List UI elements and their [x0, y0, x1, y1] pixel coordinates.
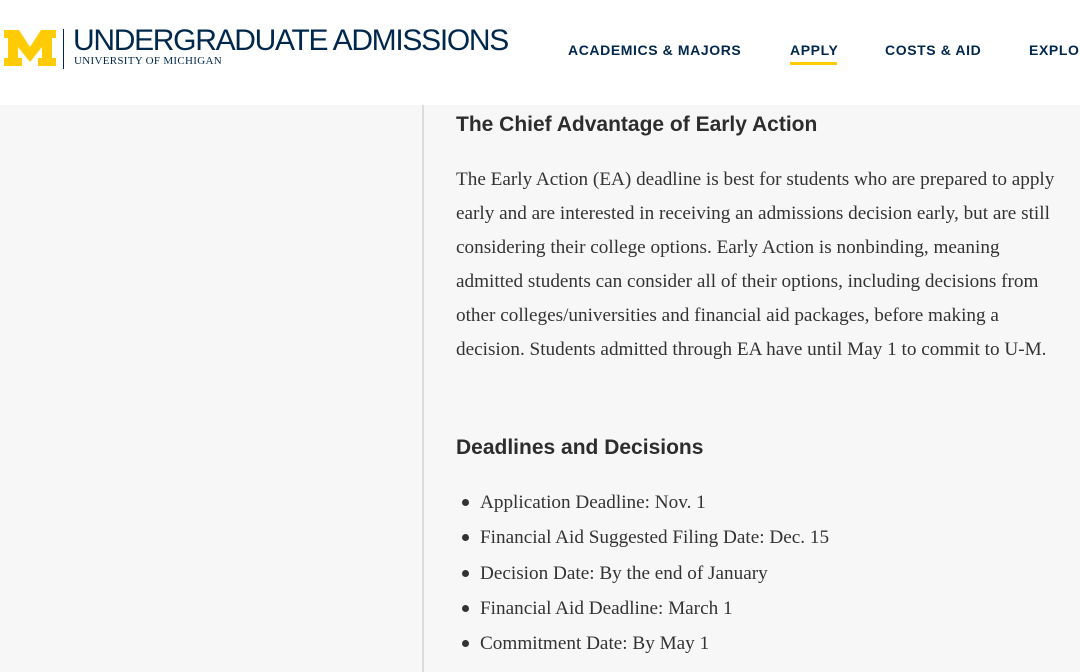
deadline-item [456, 520, 829, 555]
deadline-item [456, 626, 829, 661]
nav-explore[interactable]: EXPLO [1029, 42, 1080, 58]
early-action-heading: The Chief Advantage of Early Action [456, 113, 818, 136]
bullet-icon [462, 640, 469, 647]
sidebar-divider [422, 105, 424, 672]
nav-apply[interactable]: APPLY [790, 42, 839, 58]
bullet-icon [462, 570, 469, 577]
nav-costs-aid[interactable]: COSTS & AID [885, 42, 982, 58]
deadline-text: Commitment Date: By May 1 [480, 633, 710, 655]
deadlines-heading: Deadlines and Decisions [456, 436, 704, 459]
deadline-item [456, 591, 829, 626]
bullet-icon [462, 534, 469, 541]
site-title[interactable]: UNDERGRADUATE ADMISSIONS [73, 24, 508, 57]
deadline-item [456, 556, 829, 591]
block-m-logo-icon[interactable] [3, 29, 57, 67]
logo-divider [63, 29, 64, 69]
early-action-paragraph: The Early Action (EA) deadline is best for students who are prepared to apply early and are interested in receiving an admissions decision early, but are still considering their college options. Early Action is nonbinding, meaning admitted students can consider all of their options, including decisions from other colleges/universities and financial aid packages, before making a decision. Students admitted through EA have until May 1 to commit to U-M. [456, 169, 1055, 360]
bullet-icon [462, 605, 469, 612]
deadline-text: Financial Aid Suggested Filing Date: Dec. 15 [480, 527, 830, 549]
nav-academics-majors[interactable]: ACADEMICS & MAJORS [568, 42, 742, 58]
deadline-text: Decision Date: By the end of January [480, 562, 768, 584]
nav-active-indicator [790, 62, 837, 65]
deadlines-list [456, 485, 829, 661]
site-header [0, 0, 1080, 105]
deadline-text: Application Deadline: Nov. 1 [480, 492, 706, 513]
bullet-icon [462, 499, 469, 506]
deadline-text: Financial Aid Deadline: March 1 [480, 597, 733, 619]
deadline-item [456, 485, 829, 520]
site-subtitle: UNIVERSITY OF MICHIGAN [74, 55, 222, 67]
